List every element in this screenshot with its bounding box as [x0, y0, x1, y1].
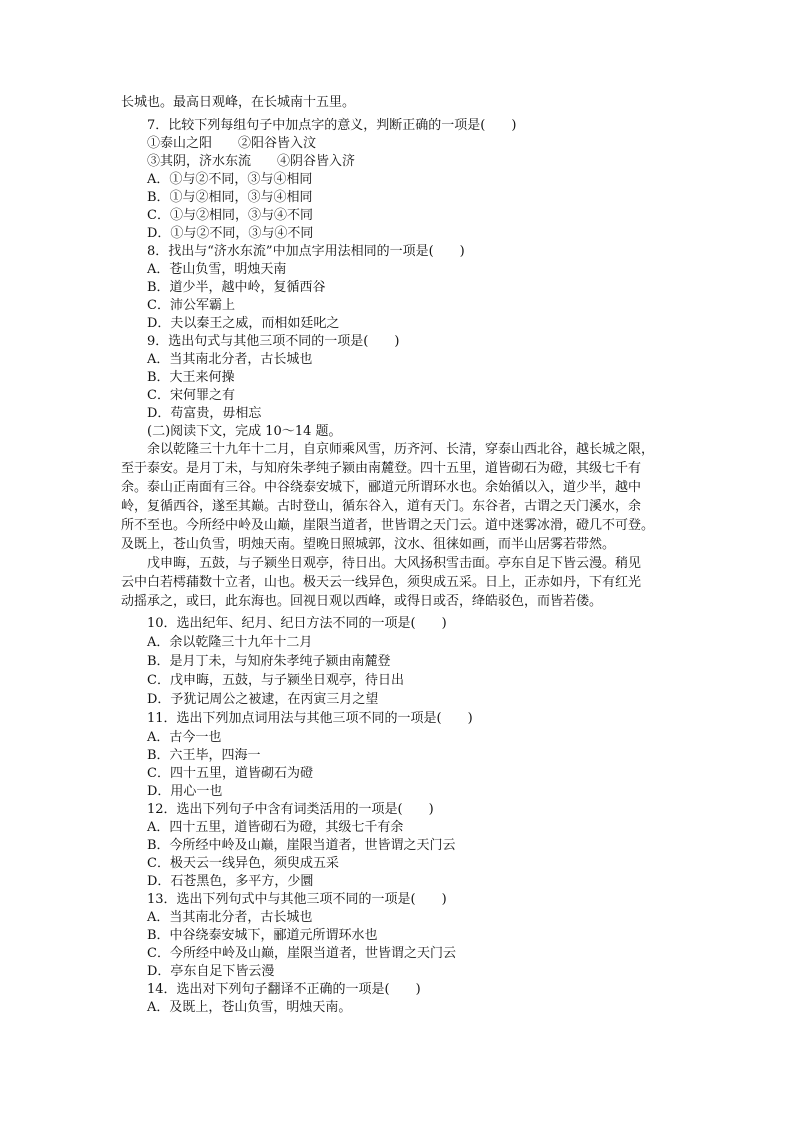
option-a: A．苍山负雪，明烛天南: [147, 262, 287, 277]
question-8: 8．找出与“济水东流”中加点字用法相同的一项是( ): [147, 244, 465, 259]
passage-line: 及既上，苍山负雪，明烛天南。望晚日照城郭，汶水、徂徕如画，而半山居雾若带然。: [121, 537, 616, 552]
text-line: ③其阴，济水东流 ④阴谷皆入济: [147, 154, 356, 169]
question-9: 9．选出句式与其他三项不同的一项是( ): [147, 334, 400, 349]
option-d: D．予犹记周公之被逮，在丙寅三月之望: [147, 692, 379, 707]
option-a: A．及既上，苍山负雪，明烛天南。: [147, 1000, 352, 1015]
option-a: A．四十五里，道皆砌石为磴，其级七千有余: [147, 820, 404, 835]
option-c: C．四十五里，道皆砌石为磴: [147, 766, 313, 781]
question-7: 7．比较下列每组句子中加点字的意义，判断正确的一项是( ): [147, 118, 517, 133]
option-c: C．今所经中岭及山巅，崖限当道者，世皆谓之天门云: [147, 946, 456, 961]
option-d: D．用心一也: [147, 784, 223, 799]
option-b: B．道少半，越中岭，复循西谷: [147, 280, 326, 295]
question-14: 14．选出对下列句子翻译不正确的一项是( ): [147, 982, 421, 997]
passage-line: 所不至也。今所经中岭及山巅，崖限当道者，世皆谓之天门云。道中迷雾冰滑，磴几不可登。: [121, 518, 655, 533]
option-a: A．余以乾隆三十九年十二月: [147, 635, 313, 650]
text-line: 长城也。最高日观峰，在长城南十五里。: [121, 95, 356, 110]
question-10: 10．选出纪年、纪月、纪日方法不同的一项是( ): [147, 616, 447, 631]
option-d: D．夫以秦王之威，而相如廷叱之: [147, 316, 340, 331]
passage-line: 岭，复循西谷，遂至其巅。古时登山，循东谷入，道有天门。东谷者，古谓之天门溪水，余: [121, 499, 642, 514]
option-b: B．今所经中岭及山巅，崖限当道者，世皆谓之天门云: [147, 838, 456, 853]
option-b: B．大王来何操: [147, 370, 235, 385]
option-a: A．①与②不同，③与④相同: [147, 172, 313, 187]
section-heading: (二)阅读下文，完成 10～14 题。: [147, 424, 342, 439]
option-c: C．沛公军霸上: [147, 298, 235, 313]
question-13: 13．选出下列句式中与其他三项不同的一项是( ): [147, 892, 447, 907]
passage-line: 余。泰山正南面有三谷。中谷绕泰安城下，郦道元所谓环水也。余始循以入，道少半，越中: [121, 480, 642, 495]
option-a: A．当其南北分者，古长城也: [147, 352, 313, 367]
option-c: C．戊申晦，五鼓，与子颍坐日观亭，待日出: [147, 673, 404, 688]
option-b: B．①与②相同，③与④相同: [147, 190, 313, 205]
option-b: B．中谷绕泰安城下，郦道元所谓环水也: [147, 928, 378, 943]
passage-line: 余以乾隆三十九年十二月，自京师乘风雪，历齐河、长清，穿泰山西北谷，越长城之限，: [147, 442, 655, 457]
question-12: 12．选出下列句子中含有词类活用的一项是( ): [147, 802, 434, 817]
text-line: ①泰山之阳 ②阳谷皆入汶: [147, 136, 317, 151]
option-b: B．六王毕，四海一: [147, 748, 261, 763]
option-b: B．是月丁未，与知府朱孝纯子颍由南麓登: [147, 654, 391, 669]
option-a: A．当其南北分者，古长城也: [147, 910, 313, 925]
passage-line: 云中白若樗蒱数十立者，山也。极天云一线异色，须臾成五采。日上，正赤如丹，下有红光: [121, 575, 642, 590]
option-a: A．古今一也: [147, 730, 222, 745]
option-d: D．石苍黑色，多平方，少圜: [147, 874, 314, 889]
option-d: D．苟富贵，毋相忘: [147, 406, 262, 421]
option-d: D．亭东自足下皆云漫: [147, 964, 275, 979]
question-11: 11．选出下列加点词用法与其他三项不同的一项是( ): [147, 711, 473, 726]
passage-line: 动摇承之，或曰，此东海也。回视日观以西峰，或得日或否，绛皓驳色，而皆若偻。: [121, 594, 603, 609]
option-c: C．宋何罪之有: [147, 388, 235, 403]
option-c: C．①与②相同，③与④不同: [147, 208, 313, 223]
option-c: C．极天云一线异色，须臾成五采: [147, 856, 339, 871]
passage-line: 至于泰安。是月丁未，与知府朱孝纯子颍由南麓登。四十五里，道皆砌石为磴，其级七千有: [121, 461, 642, 476]
passage-line: 戊申晦，五鼓，与子颍坐日观亭，待日出。大风扬积雪击面。亭东自足下皆云漫。稍见: [147, 556, 642, 571]
option-d: D．①与②不同，③与④不同: [147, 226, 314, 241]
